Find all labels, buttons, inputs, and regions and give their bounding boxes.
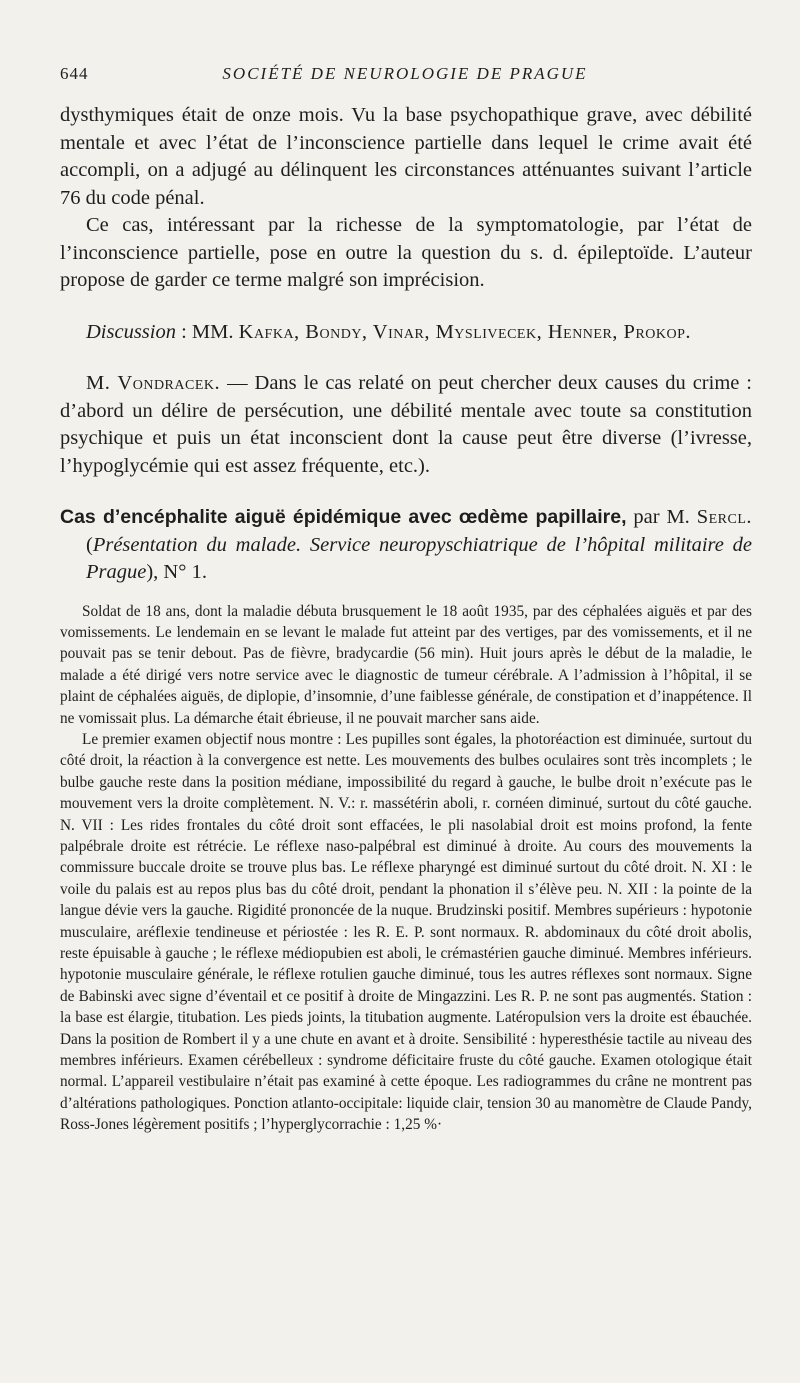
running-title: SOCIÉTÉ DE NEUROLOGIE DE PRAGUE: [222, 64, 588, 83]
case-paragraph-history: Soldat de 18 ans, dont la maladie débuta brusquement le 18 août 1935, par des céphalées aiguës et par des vomissements. Le lendemain en se levant le malade fut atteint par des vertiges, par des vomissements, et il ne pouvait pas se tenir debout. Pas de fièvre, bradycardie (56 min). Huit jours après le début de la maladie, le malade a été dirigé vers notre service avec le diagnostic de tumeur cérébrale. A l’admission à l’hôpital, il se plaint de céphalées aiguës, de diplopie, d’insomnie, d’une faiblesse générale, de constipation et d’inappétence. Il ne vomissait plus. La démarche était ébrieuse, il ne pouvait marcher sans aide.: [60, 602, 752, 727]
case-title-close: ), N° 1.: [146, 561, 207, 583]
vondracek-text: — Dans le cas relaté on peut chercher deux causes du crime : d’abord un délire de persécution, une débilité mentale avec toute sa constitution psychique et puis un état inconscient dont la cause peut être diverse (l’ivresse, l’hypoglycémie qui est assez fréquente, etc.).: [60, 372, 752, 477]
page-body: [60, 102, 752, 1136]
case-title: [60, 504, 752, 587]
page-header: [60, 64, 750, 88]
page-number: 644: [60, 64, 89, 83]
case-title-italic: Présentation du malade. Service neuropyschiatrique de l’hôpital militaire de Prague: [86, 533, 752, 583]
vondracek-name: M. Vondracek.: [86, 372, 221, 394]
discussion-separator: : MM.: [175, 320, 239, 343]
vondracek-paragraph: [60, 370, 752, 480]
case-report: [60, 601, 752, 1136]
discussion-names: Kafka, Bondy, Vinar, Myslivecek, Henner, Prokop.: [238, 320, 692, 343]
case-title-par: par M.: [626, 506, 697, 528]
case-paragraph-exam: Le premier examen objectif nous montre : Les pupilles sont égales, la photoréaction est diminuée, surtout du côté droit, la réaction à la convergence est nette. Les mouvements des bulbes oculaires sont très incomplets ; le bulbe gauche reste dans la position médiane, impossibilité du regard à gauche, le bulbe droit n’exécute pas le mouvement vers la droite complètement. N. V.: r. massétérin aboli, r. cornéen diminué, surtout du côté gauche. N. VII : Les rides frontales du côté droit sont effacées, le pli nasolabial droit est moins profond, la fente palpébrale droite est rétrécie. Le réflexe naso-palpébral est diminué à droite. Au cours des mouvements la commissure buccale droite se trouve plus bas. Le réflexe pharyngé est diminué surtout du côté droit. N. XI : le voile du palais est au repos plus bas du côté droit, pendant la phonation il s’élève peu. N. XII : la pointe de la langue dévie vers la gauche. Rigidité prononcée de la nuque. Brudzinski positif. Membres supérieurs : hypotonie musculaire, aréflexie tendineuse et périostée : les R. E. P. sont normaux. R. abdominaux du côté droit abolis, reste épuisable à gauche ; le réflexe médiopubien est aboli, le crémastérien gauche diminué. Membres inférieurs. hypotonie musculaire générale, le réflexe rotulien gauche diminué, tous les autres réflexes sont normaux. Signe de Babinski avec signe d’éventail et ce positif à droite de Mingazzini. Les R. P. ne sont pas augmentés. Station : la base est élargie, titubation. Les pieds joints, la titubation augmente. Latéropulsion vers la droite est ébauchée. Dans la position de Rombert il y a une chute en avant et à droite. Sensibilité : hyperesthésie tactile au niveau des membres inférieurs. Examen cérébelleux : syndrome déficitaire fruste du côté gauche. Examen otologique était normal. L’appareil vestibulaire n’était pas examiné à cette époque. Les radiogrammes du crâne ne montrent pas d’altérations pathologiques. Ponction atlanto-occipitale: liquide clair, tension 30 au manomètre de Claude Pandy, Ross-Jones légèrement positifs ; l’hyperglycorrachie : 1,25 %·: [60, 730, 752, 1134]
main-text: [60, 102, 752, 587]
case-title-open: (: [86, 533, 93, 556]
case-title-bold: Cas d’encéphalite aiguë épidémique avec œdème papillaire,: [60, 506, 627, 528]
case-author: Sercl.: [696, 506, 752, 528]
paragraph-continuation: dysthymiques était de onze mois. Vu la base psychopathique grave, avec débilité mentale et avec l’état de l’inconscience partielle dans lequel le crime avait été accompli, on a adjugé au délinquent les circonstances atténuantes suivant l’article 76 du code pénal.: [60, 104, 752, 209]
discussion-label: Discussion: [86, 320, 176, 343]
discussion-paragraph: [60, 319, 752, 347]
paragraph-comment: Ce cas, intéressant par la richesse de la symptomatologie, par l’état de l’inconscience partielle, pose en outre la question du s. d. épileptoïde. L’auteur propose de garder ce terme malgré son imprécision.: [60, 214, 752, 291]
